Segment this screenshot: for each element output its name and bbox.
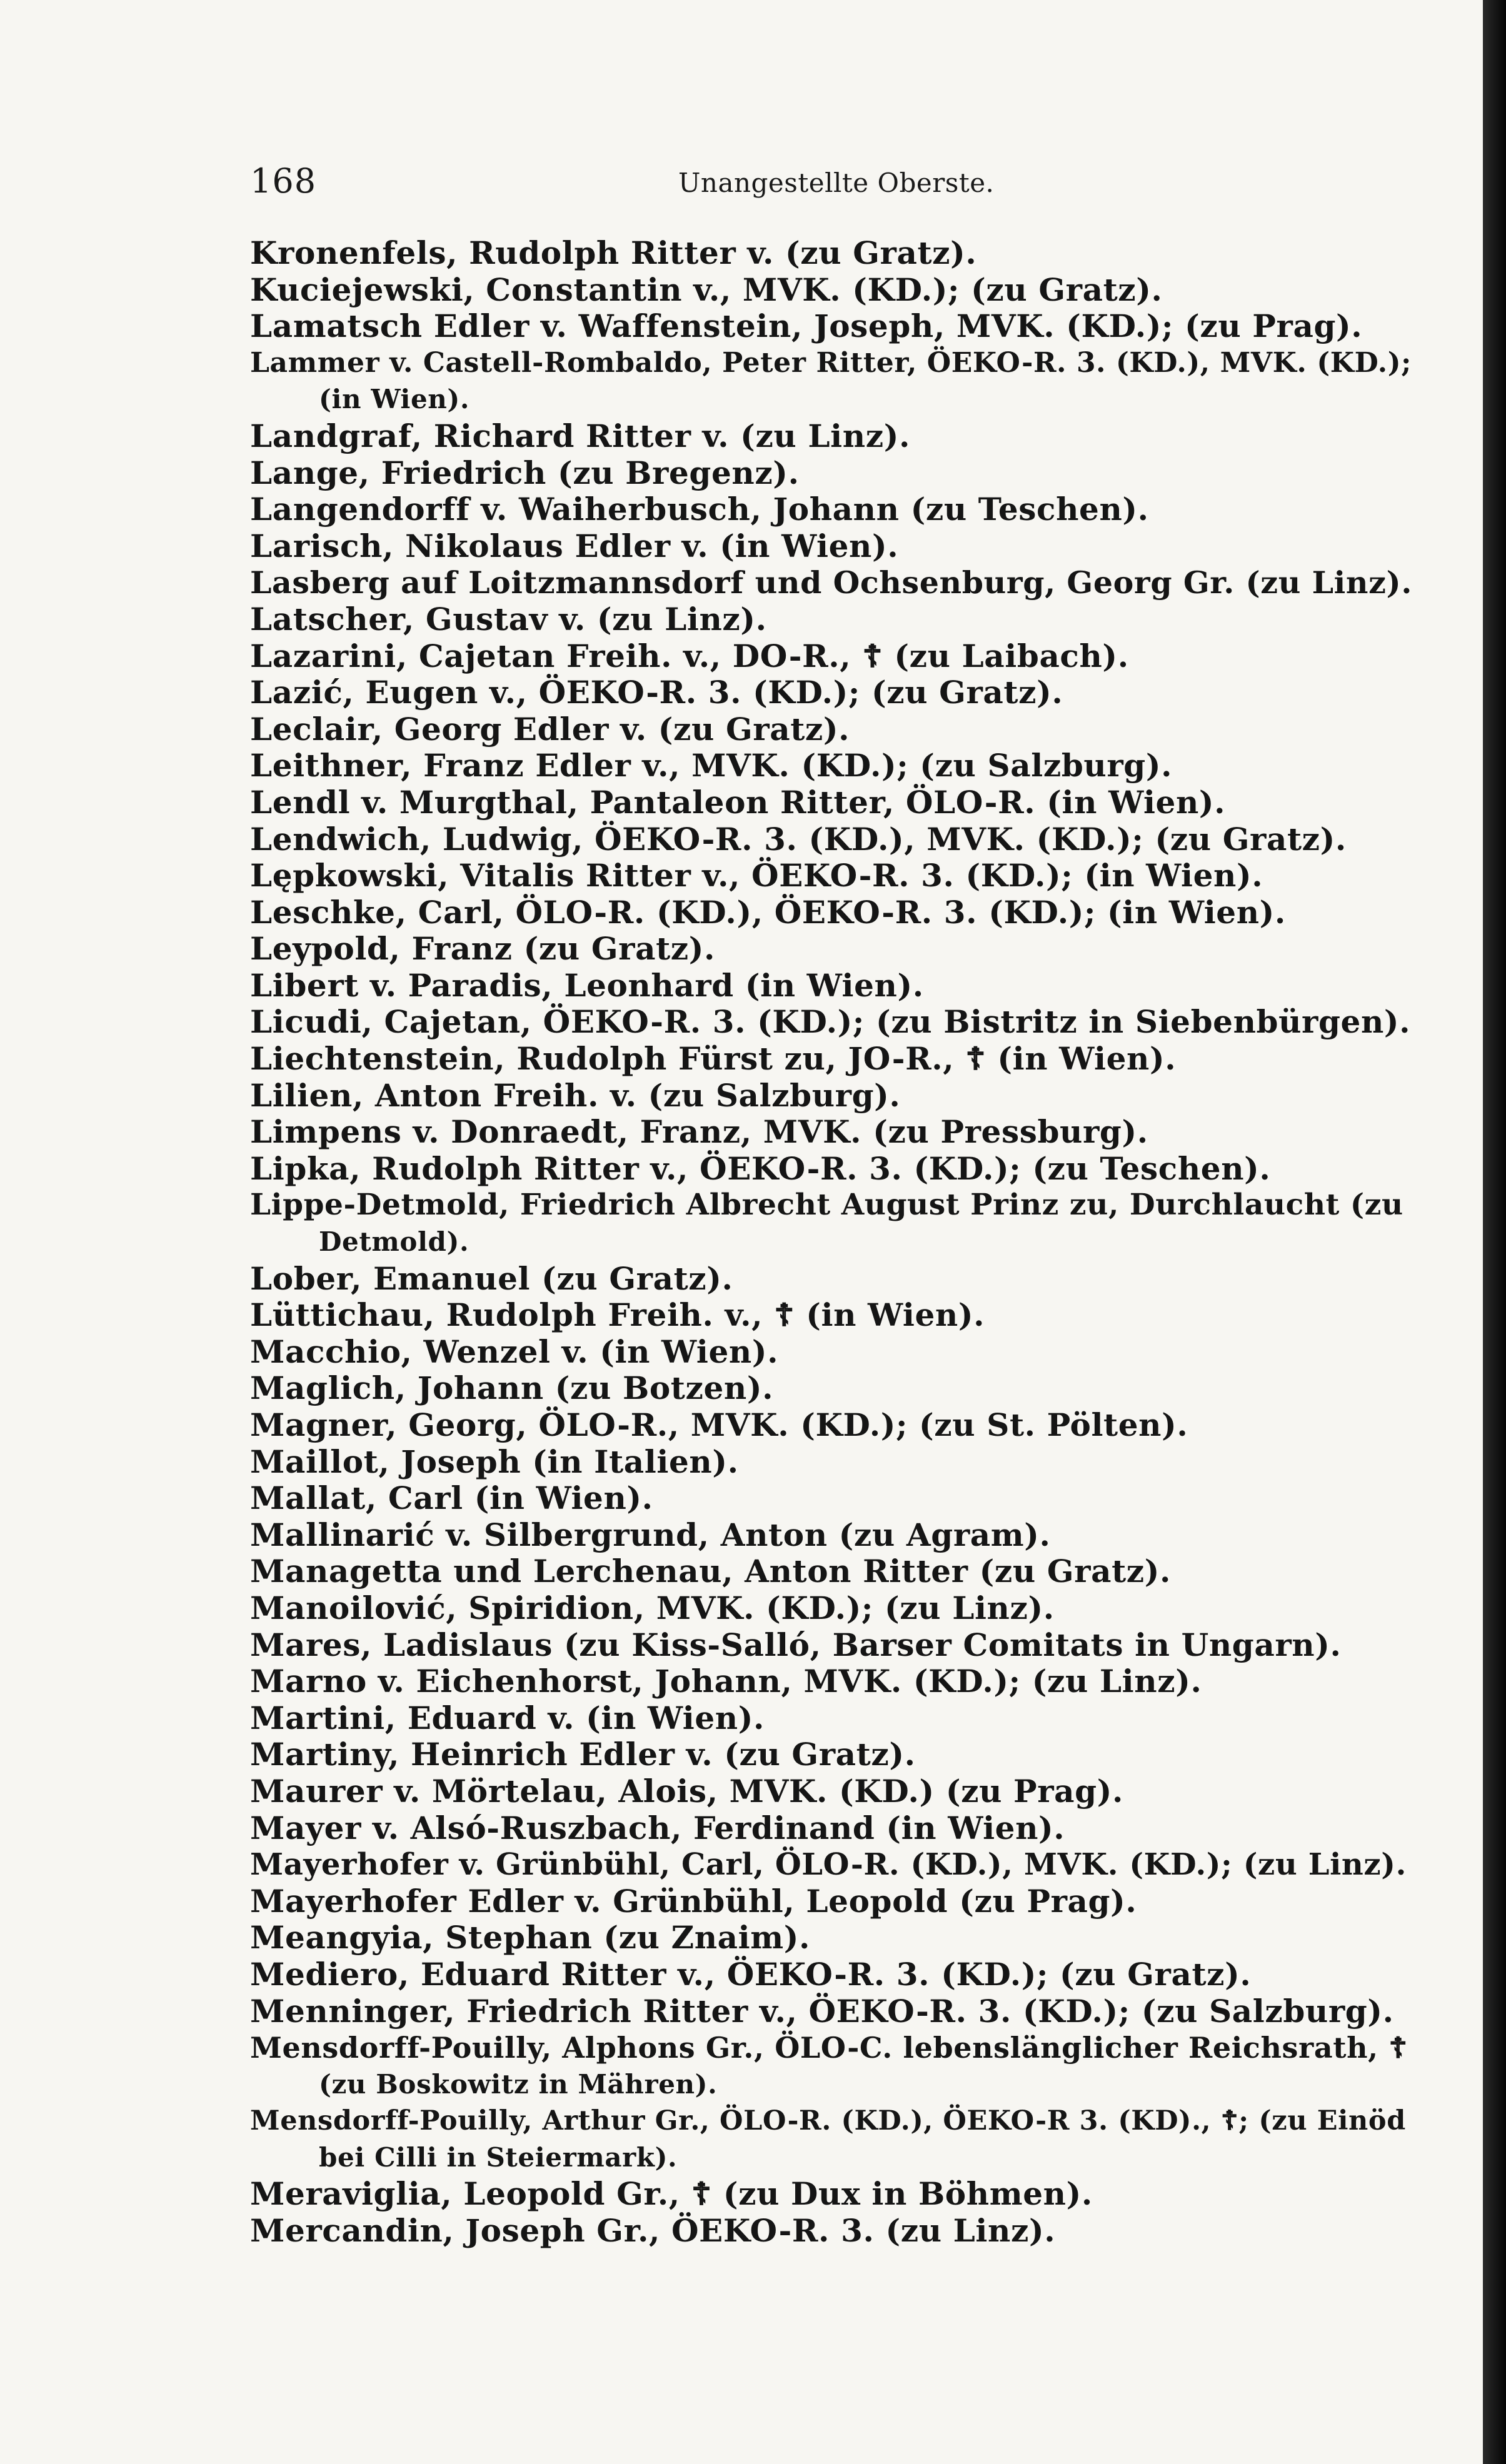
entry-text: Mensdorff-Pouilly, Arthur Gr., ÖLO-R. (KD.), ÖEKO-R 3. (KD)., ☦; (zu Einöd	[250, 2105, 1406, 2137]
list-item	[250, 564, 1419, 601]
list-item	[250, 1407, 1419, 1444]
entry-text: Latscher, Gustav v. (zu Linz).	[250, 600, 767, 638]
entry-continuation: (zu Boskowitz in Mähren).	[319, 2068, 718, 2100]
list-item	[250, 1590, 1419, 1627]
entry-continuation: (in Wien).	[319, 384, 470, 415]
list-item	[250, 968, 1419, 1004]
list-item	[250, 1736, 1419, 1773]
entry-text: Lippe-Detmold, Friedrich Albrecht August Prinz zu, Durchlaucht (zu	[250, 1188, 1403, 1223]
entry-text: Leypold, Franz (zu Gratz).	[250, 930, 716, 968]
list-item	[250, 345, 1419, 418]
list-item	[250, 674, 1419, 711]
running-head: Unangestellte Oberste.	[678, 168, 995, 198]
entry-text: Maglich, Johann (zu Botzen).	[250, 1370, 774, 1407]
list-item	[250, 418, 1419, 455]
entry-text: Lamatsch Edler v. Waffenstein, Joseph, MVK. (KD.); (zu Prag).	[250, 308, 1363, 345]
list-item	[250, 931, 1419, 968]
list-item	[250, 2213, 1419, 2250]
list-item	[250, 1297, 1419, 1334]
list-item	[250, 638, 1419, 675]
entry-text: Mercandin, Joseph Gr., ÖEKO-R. 3. (zu Linz).	[250, 2212, 1056, 2250]
entry-continuation: bei Cilli in Steiermark).	[319, 2141, 678, 2173]
entry-text: Managetta und Lerchenau, Anton Ritter (zu Gratz).	[250, 1553, 1172, 1590]
entry-text: Lüttichau, Rudolph Freih. v., ☦ (in Wien).	[250, 1296, 985, 1334]
list-item	[250, 1553, 1419, 1590]
list-item	[250, 1261, 1419, 1298]
entry-text: Libert v. Paradis, Leonhard (in Wien).	[250, 966, 924, 1004]
list-item	[250, 455, 1419, 492]
list-item	[250, 1993, 1419, 2030]
entry-text: Leithner, Franz Edler v., MVK. (KD.); (zu Salzburg).	[250, 747, 1173, 784]
list-item	[250, 2103, 1419, 2176]
list-item	[250, 1334, 1419, 1371]
entry-text: Limpens v. Donraedt, Franz, MVK. (zu Pressburg).	[250, 1113, 1148, 1151]
entry-text: Lendl v. Murgthal, Pantaleon Ritter, ÖLO-R. (in Wien).	[250, 783, 1226, 821]
list-item	[250, 1151, 1419, 1188]
list-item	[250, 1078, 1419, 1114]
list-item	[250, 1700, 1419, 1737]
entry-text: Leclair, Georg Edler v. (zu Gratz).	[250, 710, 850, 748]
list-item	[250, 235, 1419, 272]
entry-text: Mensdorff-Pouilly, Alphons Gr., ÖLO-C. lebenslänglicher Reichsrath, ☦	[250, 2031, 1408, 2065]
list-item	[250, 894, 1419, 931]
list-item	[250, 272, 1419, 309]
entry-text: Lępkowski, Vitalis Ritter v., ÖEKO-R. 3. (KD.); (in Wien).	[250, 857, 1263, 894]
entry-text: Langendorff v. Waiherbusch, Johann (zu Teschen).	[250, 491, 1149, 528]
list-item	[250, 1883, 1419, 1920]
entry-text: Lober, Emanuel (zu Gratz).	[250, 1260, 733, 1297]
entry-text: Lasberg auf Loitzmannsdorf und Ochsenburg, Georg Gr. (zu Linz).	[250, 564, 1412, 601]
list-item	[250, 1444, 1419, 1481]
list-item	[250, 1956, 1419, 1993]
list-item	[250, 821, 1419, 858]
entry-text: Lazić, Eugen v., ÖEKO-R. 3. (KD.); (zu Gratz).	[250, 674, 1063, 711]
list-item	[250, 1773, 1419, 1810]
list-item	[250, 1480, 1419, 1517]
entry-text: Liechtenstein, Rudolph Fürst zu, JO-R., ☦ (in Wien).	[250, 1040, 1177, 1078]
list-item	[250, 711, 1419, 748]
entry-list	[250, 235, 1419, 2250]
entry-text: Lipka, Rudolph Ritter v., ÖEKO-R. 3. (KD.); (zu Teschen).	[250, 1149, 1271, 1187]
entry-text: Lammer v. Castell-Rombaldo, Peter Ritter, ÖEKO-R. 3. (KD.), MVK. (KD.);	[250, 346, 1412, 379]
entry-text: Larisch, Nikolaus Edler v. (in Wien).	[250, 527, 899, 564]
entry-text: Macchio, Wenzel v. (in Wien).	[250, 1333, 779, 1370]
list-item	[250, 1041, 1419, 1078]
entry-text: Mediero, Eduard Ritter v., ÖEKO-R. 3. (KD.); (zu Gratz).	[250, 1955, 1252, 1993]
entry-text: Martiny, Heinrich Edler v. (zu Gratz).	[250, 1736, 916, 1773]
entry-text: Mallat, Carl (in Wien).	[250, 1480, 653, 1517]
page-header	[250, 161, 1038, 205]
list-item	[250, 1920, 1419, 1956]
entry-text: Lange, Friedrich (zu Bregenz).	[250, 454, 800, 491]
list-item	[250, 1370, 1419, 1407]
list-item	[250, 858, 1419, 894]
list-item	[250, 2176, 1419, 2213]
entry-text: Lazarini, Cajetan Freih. v., DO-R., ☦ (zu Laibach).	[250, 637, 1129, 674]
page-number: 168	[250, 161, 317, 201]
list-item	[250, 1114, 1419, 1151]
list-item	[250, 1004, 1419, 1041]
entry-text: Meangyia, Stephan (zu Znaim).	[250, 1919, 811, 1956]
list-item	[250, 2030, 1419, 2103]
entry-text: Mallinarić v. Silbergrund, Anton (zu Agram).	[250, 1516, 1051, 1553]
list-item	[250, 1627, 1419, 1664]
list-item	[250, 784, 1419, 821]
entry-text: Manoilović, Spiridion, MVK. (KD.); (zu Linz).	[250, 1589, 1055, 1626]
entry-text: Mares, Ladislaus (zu Kiss-Salló, Barser Comitats in Ungarn).	[250, 1626, 1342, 1663]
entry-text: Landgraf, Richard Ritter v. (zu Linz).	[250, 417, 910, 454]
entry-text: Kuciejewski, Constantin v., MVK. (KD.); (zu Gratz).	[250, 271, 1163, 308]
entry-text: Magner, Georg, ÖLO-R., MVK. (KD.); (zu St. Pölten).	[250, 1406, 1188, 1443]
entry-text: Maurer v. Mörtelau, Alois, MVK. (KD.) (zu Prag).	[250, 1772, 1123, 1810]
entry-text: Kronenfels, Rudolph Ritter v. (zu Gratz).	[250, 234, 977, 271]
entry-text: Mayer v. Alsó-Ruszbach, Ferdinand (in Wien).	[250, 1809, 1065, 1846]
list-item	[250, 1517, 1419, 1554]
list-item	[250, 308, 1419, 345]
entry-text: Lilien, Anton Freih. v. (zu Salzburg).	[250, 1076, 901, 1114]
entry-text: Martini, Eduard v. (in Wien).	[250, 1699, 765, 1736]
entry-text: Licudi, Cajetan, ÖEKO-R. 3. (KD.); (zu Bistritz in Siebenbürgen).	[250, 1003, 1411, 1041]
list-item	[250, 491, 1419, 528]
entry-text: Menninger, Friedrich Ritter v., ÖEKO-R. 3. (KD.); (zu Salzburg).	[250, 1992, 1394, 2030]
list-item	[250, 528, 1419, 565]
entry-text: Meraviglia, Leopold Gr., ☦ (zu Dux in Böhmen).	[250, 2175, 1093, 2213]
list-item	[250, 1810, 1419, 1847]
list-item	[250, 1663, 1419, 1700]
list-item	[250, 748, 1419, 784]
entry-continuation: Detmold).	[319, 1226, 469, 1258]
entry-text: Mayerhofer Edler v. Grünbühl, Leopold (zu Prag).	[250, 1882, 1137, 1920]
page-edge	[1483, 0, 1506, 2464]
list-item	[250, 1187, 1419, 1260]
entry-text: Mayerhofer v. Grünbühl, Carl, ÖLO-R. (KD.), MVK. (KD.); (zu Linz).	[250, 1847, 1407, 1883]
entry-text: Maillot, Joseph (in Italien).	[250, 1443, 739, 1480]
entry-text: Lendwich, Ludwig, ÖEKO-R. 3. (KD.), MVK. (KD.); (zu Gratz).	[250, 820, 1347, 858]
entry-text: Marno v. Eichenhorst, Johann, MVK. (KD.); (zu Linz).	[250, 1663, 1202, 1700]
list-item	[250, 601, 1419, 638]
entry-text: Leschke, Carl, ÖLO-R. (KD.), ÖEKO-R. 3. (KD.); (in Wien).	[250, 893, 1286, 931]
list-item	[250, 1846, 1419, 1883]
